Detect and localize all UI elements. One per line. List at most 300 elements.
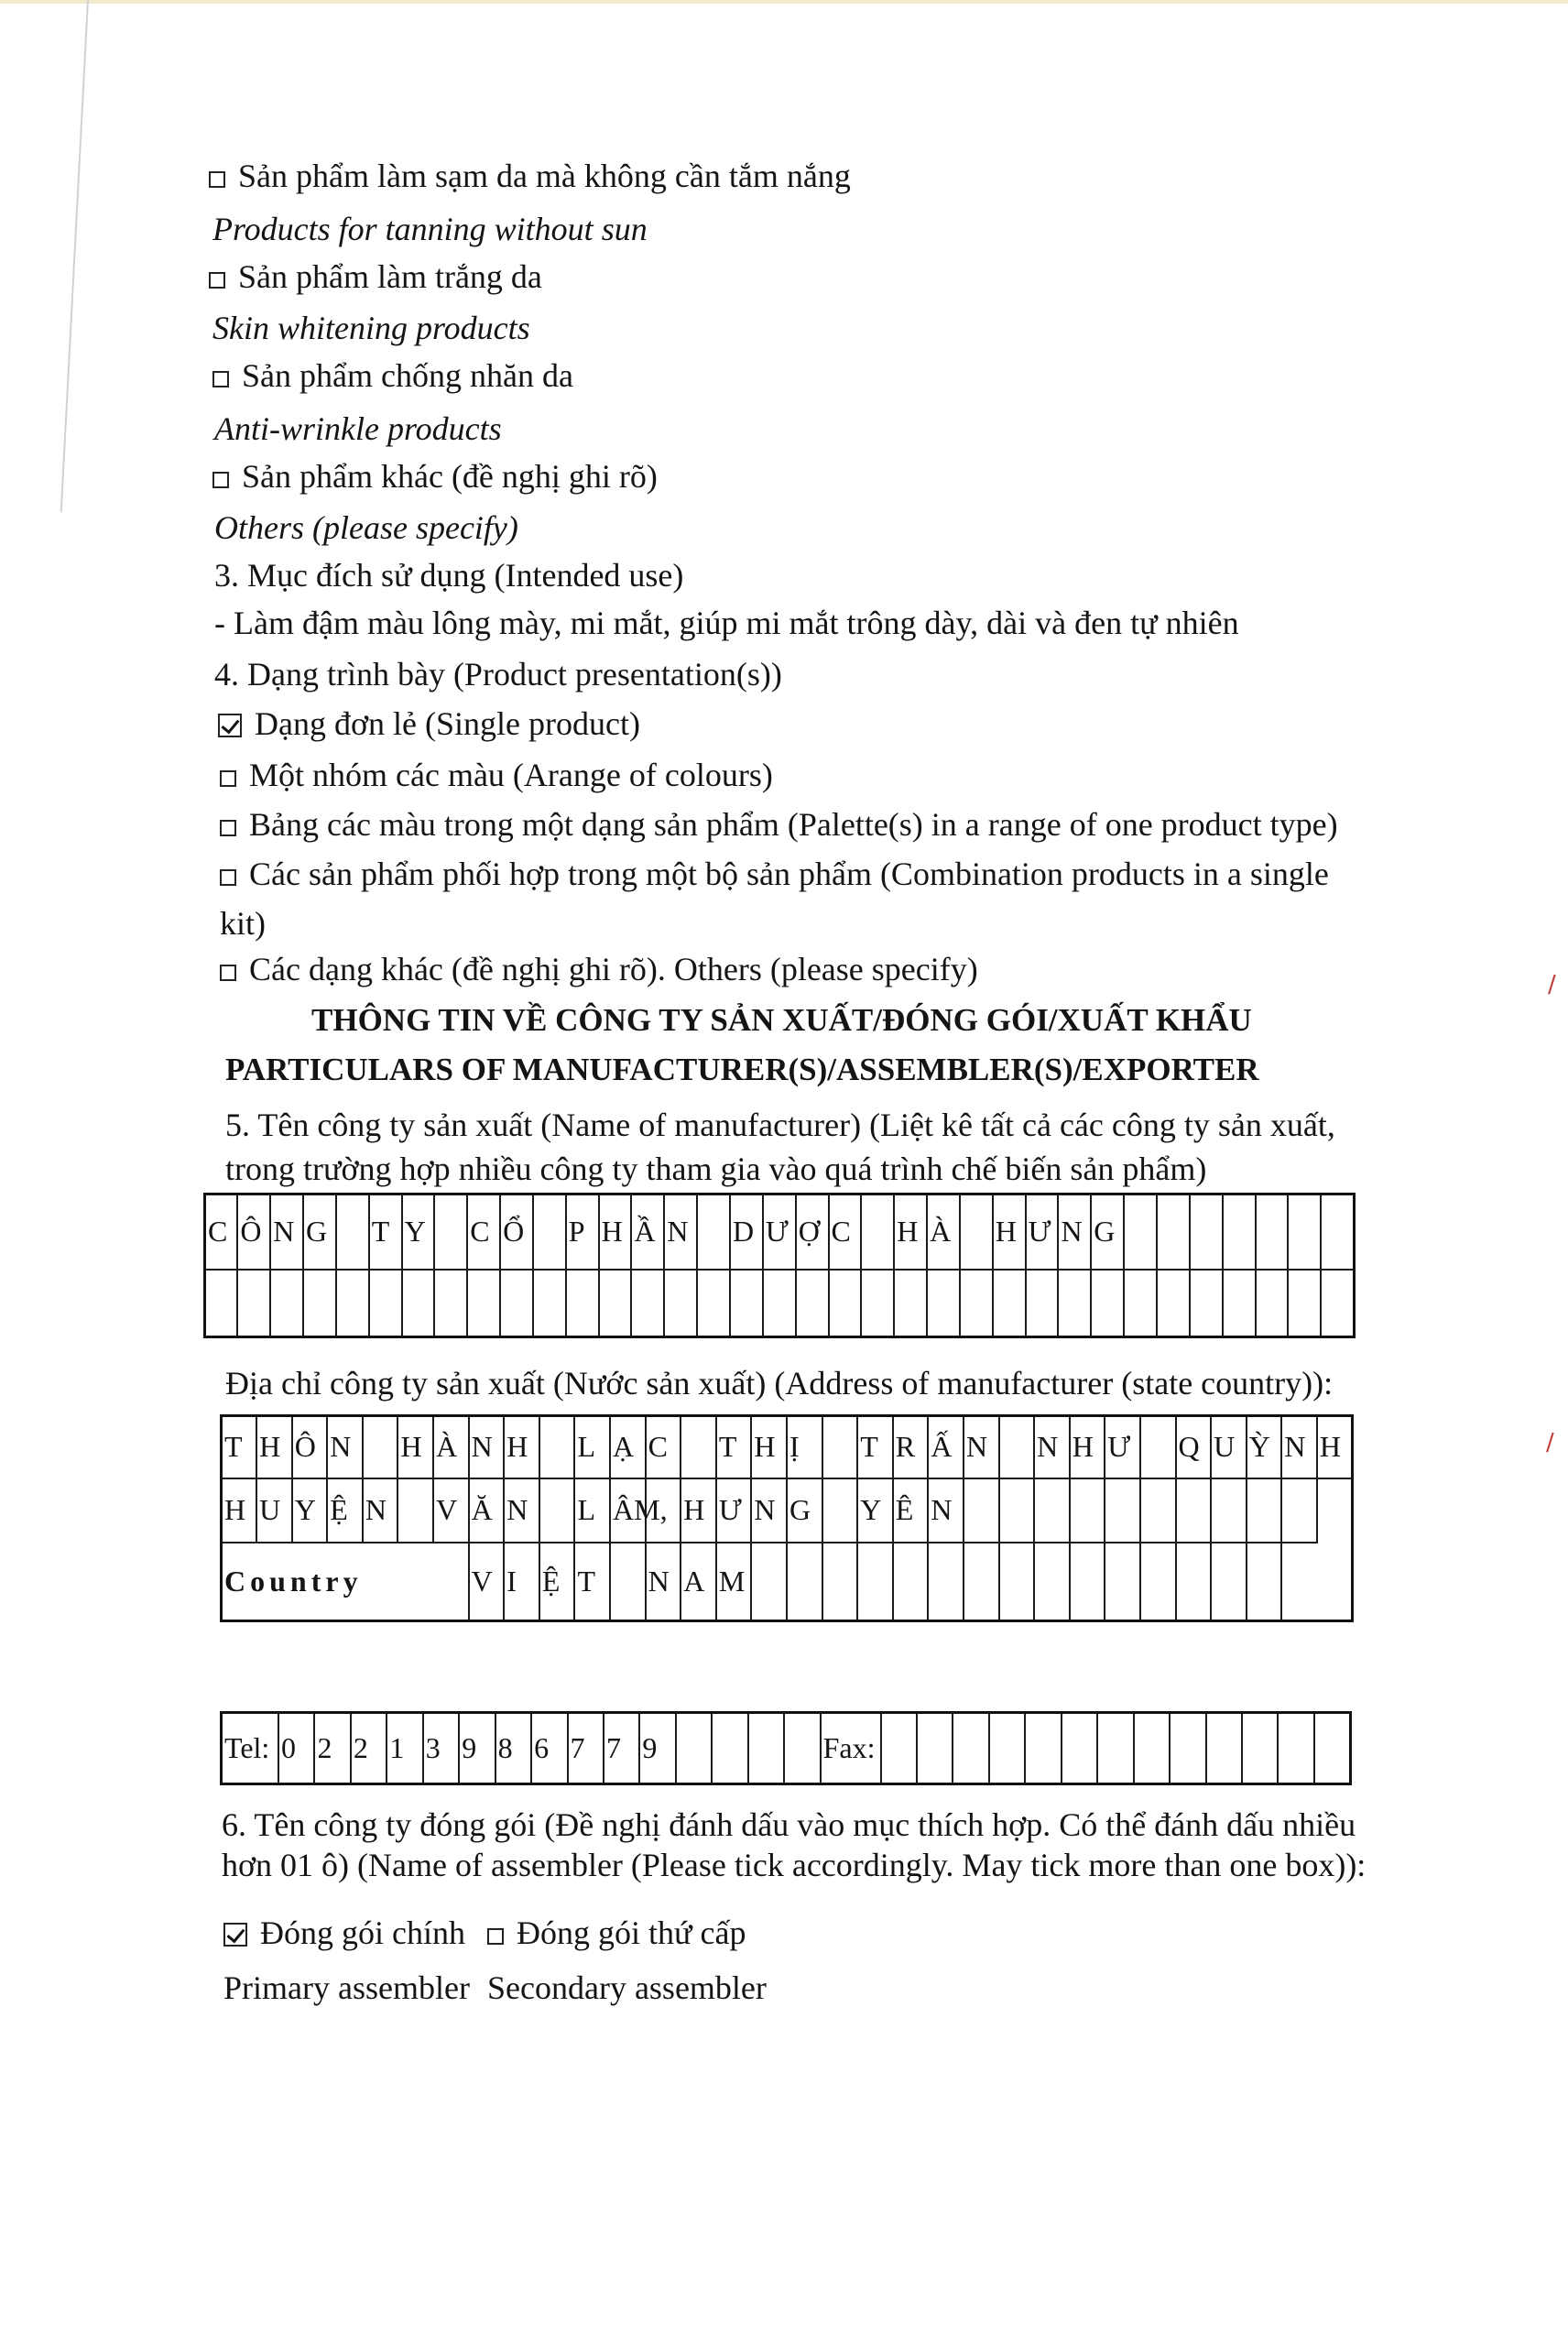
country-cell-char: [1247, 1565, 1249, 1598]
address-cell[interactable]: [928, 1416, 964, 1478]
name-cell[interactable]: [1288, 1194, 1321, 1270]
product-type-3-en: Anti-wrinkle products: [214, 410, 502, 447]
address-cell[interactable]: [1211, 1416, 1247, 1478]
name-cell-char: [1158, 1286, 1160, 1319]
country-cell[interactable]: [610, 1543, 646, 1621]
address-cell-char: H: [1319, 1430, 1342, 1464]
address-cell[interactable]: [469, 1416, 505, 1478]
address-cell[interactable]: [327, 1416, 363, 1478]
secondary-assembler-vi: Đóng gói thứ cấp: [517, 1914, 746, 1951]
name-cell[interactable]: [829, 1270, 862, 1337]
name-cell[interactable]: [829, 1194, 862, 1270]
fax-digit-cell-text: [1243, 1731, 1245, 1764]
name-cell[interactable]: [664, 1270, 697, 1337]
tel-digit-cell[interactable]: [604, 1713, 639, 1784]
name-cell[interactable]: [1321, 1270, 1354, 1337]
country-cell-char: M: [718, 1564, 746, 1598]
address-cell-char: Ấ: [931, 1430, 953, 1464]
address-cell-char: N: [754, 1493, 776, 1526]
name-cell[interactable]: [796, 1194, 829, 1270]
address-cell[interactable]: [893, 1416, 929, 1478]
name-cell-char: [1289, 1215, 1290, 1248]
assembler-options: [223, 1913, 465, 1953]
name-cell[interactable]: [500, 1194, 533, 1270]
country-cell[interactable]: [1176, 1543, 1212, 1621]
address-cell[interactable]: [433, 1478, 469, 1543]
name-cell[interactable]: [205, 1194, 238, 1270]
margin-mark-1: /: [1548, 971, 1556, 998]
tel-digit-cell-text: 8: [497, 1731, 513, 1764]
margin-mark-2: /: [1546, 1429, 1554, 1456]
country-cell-char: [1035, 1565, 1037, 1598]
address-cell-char: N: [931, 1493, 953, 1526]
tel-digit-cell[interactable]: [676, 1713, 712, 1784]
name-cell[interactable]: [599, 1270, 632, 1337]
fax-digit-cell[interactable]: [1314, 1713, 1351, 1784]
name-cell-char: [1191, 1286, 1192, 1319]
name-cell[interactable]: [336, 1194, 369, 1270]
product-type-2-en: Skin whitening products: [212, 310, 530, 346]
name-cell-char: [862, 1215, 864, 1248]
address-cell[interactable]: [363, 1478, 398, 1543]
intended-use-text: - Làm đậm màu lông mày, mi mắt, giúp mi mắt trông dày, dài và đen tự nhiên: [214, 605, 1239, 641]
address-cell[interactable]: [681, 1416, 716, 1478]
country-cell-char: [1212, 1565, 1214, 1598]
name-cell[interactable]: [1157, 1194, 1190, 1270]
name-cell[interactable]: [1190, 1194, 1223, 1270]
name-cell-char: G: [1094, 1215, 1116, 1249]
country-cell-char: I: [506, 1564, 517, 1598]
address-cell-char: Ạ: [613, 1430, 635, 1464]
address-row-2: [222, 1478, 1353, 1543]
name-cell[interactable]: [960, 1194, 993, 1270]
address-cell[interactable]: [1211, 1478, 1247, 1543]
address-cell[interactable]: [751, 1478, 787, 1543]
name-cell[interactable]: [993, 1270, 1026, 1337]
name-cell[interactable]: [467, 1270, 500, 1337]
address-cell[interactable]: [256, 1416, 292, 1478]
country-cell[interactable]: [1105, 1543, 1140, 1621]
name-cell[interactable]: [1190, 1270, 1223, 1337]
tel-digit-cell[interactable]: [568, 1713, 604, 1784]
name-cell[interactable]: [1091, 1270, 1124, 1337]
tel-digit-cell[interactable]: [314, 1713, 350, 1784]
fax-digit-cell[interactable]: [1062, 1713, 1097, 1784]
name-cell[interactable]: [1058, 1270, 1091, 1337]
country-cell-char: [1105, 1565, 1107, 1598]
address-cell[interactable]: [1070, 1478, 1105, 1543]
intended-use-title: 3. Mục đích sử dụng (Intended use): [214, 557, 684, 594]
name-cell[interactable]: [467, 1194, 500, 1270]
presentation-option-1: [218, 704, 640, 744]
name-cell[interactable]: [993, 1194, 1026, 1270]
address-cell-char: T: [224, 1430, 243, 1464]
country-cell[interactable]: [999, 1543, 1035, 1621]
country-cell[interactable]: [574, 1543, 610, 1621]
address-cell[interactable]: [822, 1416, 858, 1478]
address-cell[interactable]: [610, 1478, 668, 1543]
name-cell[interactable]: [1256, 1194, 1289, 1270]
address-cell[interactable]: [397, 1416, 433, 1478]
name-cell[interactable]: [205, 1270, 238, 1337]
address-cell-char: [540, 1430, 542, 1463]
tel-digit-cell-text: [713, 1731, 714, 1764]
address-cell-char: U: [1214, 1430, 1236, 1464]
address-cell[interactable]: [1034, 1478, 1070, 1543]
tel-digit-cell[interactable]: [459, 1713, 495, 1784]
name-cell[interactable]: [861, 1194, 894, 1270]
address-cell[interactable]: [1247, 1478, 1282, 1543]
address-cell[interactable]: [893, 1478, 929, 1543]
tel-digit-cell-text: 2: [317, 1731, 332, 1764]
tel-digit-cell[interactable]: [351, 1713, 387, 1784]
name-cell-char: [435, 1215, 437, 1248]
name-cell[interactable]: [434, 1270, 467, 1337]
name-cell-char: Ợ: [798, 1215, 820, 1249]
name-cell[interactable]: [533, 1194, 566, 1270]
name-cell[interactable]: [664, 1194, 697, 1270]
fax-digit-cell-text: [1315, 1731, 1317, 1764]
fax-digit-cell[interactable]: [1134, 1713, 1170, 1784]
address-country-row: [222, 1543, 1353, 1621]
tel-digit-cell[interactable]: [531, 1713, 567, 1784]
address-cell[interactable]: [1176, 1478, 1212, 1543]
country-cell-char: [1177, 1565, 1179, 1598]
address-cell[interactable]: [539, 1416, 575, 1478]
presentation-option-4: [220, 854, 1329, 894]
name-cell[interactable]: [1223, 1194, 1256, 1270]
tel-label-text: Tel:: [224, 1731, 270, 1764]
name-cell-char: [1257, 1286, 1258, 1319]
name-cell[interactable]: [566, 1194, 599, 1270]
name-cell-char: [567, 1286, 569, 1319]
address-cell[interactable]: [1176, 1416, 1212, 1478]
country-cell[interactable]: [1211, 1543, 1247, 1621]
address-cell[interactable]: [964, 1478, 999, 1543]
address-cell[interactable]: [1140, 1478, 1176, 1543]
tel-digit-cell[interactable]: [784, 1713, 820, 1784]
name-cell[interactable]: [336, 1270, 369, 1337]
name-cell[interactable]: [1124, 1194, 1157, 1270]
name-cell[interactable]: [237, 1194, 270, 1270]
name-cell-char: [994, 1286, 996, 1319]
name-cell[interactable]: [1288, 1270, 1321, 1337]
tel-digit-cell[interactable]: [495, 1713, 531, 1784]
name-cell-char: Ô: [240, 1215, 262, 1249]
checkbox-others[interactable]: [212, 472, 229, 488]
checkbox-other-forms[interactable]: [220, 965, 236, 981]
country-cell-char: N: [648, 1564, 670, 1598]
name-cell-char: [1027, 1286, 1029, 1319]
address-cell-char: [1071, 1493, 1073, 1526]
name-cell[interactable]: [631, 1270, 664, 1337]
fax-digit-cell[interactable]: [1097, 1713, 1133, 1784]
address-cell-char: N: [330, 1430, 352, 1464]
fax-digit-cell[interactable]: [1242, 1713, 1278, 1784]
address-cell[interactable]: [504, 1478, 539, 1543]
address-cell[interactable]: [469, 1478, 505, 1543]
name-cell[interactable]: [1256, 1270, 1289, 1337]
name-cell[interactable]: [861, 1270, 894, 1337]
address-cell-char: Ô: [294, 1430, 316, 1464]
fax-digit-cell[interactable]: [1278, 1713, 1313, 1784]
address-cell[interactable]: [999, 1478, 1035, 1543]
presentation-option-4-label: Các sản phẩm phối hợp trong một bộ sản phẩm (Combination products in a single: [249, 856, 1329, 892]
checkbox-anti-wrinkle[interactable]: [212, 371, 229, 387]
tel-digit-cell[interactable]: [278, 1713, 314, 1784]
page-edge-shadow: [60, 0, 89, 512]
address-cell[interactable]: [574, 1478, 610, 1543]
name-cell[interactable]: [237, 1270, 270, 1337]
assembler-title-line1: 6. Tên công ty đóng gói (Đề nghị đánh dấu vào mục thích hợp. Có thể đánh dấu nhiều: [222, 1806, 1356, 1843]
name-cell[interactable]: [533, 1270, 566, 1337]
name-cell[interactable]: [1058, 1194, 1091, 1270]
country-cell[interactable]: [1070, 1543, 1105, 1621]
checkbox-single-product[interactable]: [218, 714, 242, 737]
address-cell[interactable]: [222, 1416, 257, 1478]
name-cell[interactable]: [697, 1270, 730, 1337]
address-label: Địa chỉ công ty sản xuất (Nước sản xuất) (Address of manufacturer (state country)):: [225, 1365, 1334, 1402]
country-cell-char: [929, 1565, 931, 1598]
country-cell-char: [1141, 1565, 1143, 1598]
fax-digit-cell[interactable]: [989, 1713, 1025, 1784]
address-cell[interactable]: [256, 1478, 292, 1543]
address-cell-char: Ư: [1107, 1430, 1131, 1464]
name-cell[interactable]: [927, 1194, 960, 1270]
name-cell-char: G: [306, 1215, 328, 1249]
tel-digit-cell[interactable]: [748, 1713, 784, 1784]
tel-digit-cell[interactable]: [712, 1713, 747, 1784]
address-cell[interactable]: [1105, 1478, 1140, 1543]
name-cell-char: [764, 1286, 766, 1319]
fax-digit-cell[interactable]: [917, 1713, 953, 1784]
country-cell[interactable]: [964, 1543, 999, 1621]
name-cell[interactable]: [894, 1194, 927, 1270]
name-cell-char: [271, 1286, 273, 1319]
tel-digit-cell[interactable]: [639, 1713, 675, 1784]
address-cell[interactable]: [363, 1416, 398, 1478]
address-cell[interactable]: [504, 1416, 539, 1478]
name-cell[interactable]: [1223, 1270, 1256, 1337]
tel-digit-cell-text: 9: [462, 1731, 477, 1764]
name-cell-char: H: [601, 1215, 623, 1249]
name-cell[interactable]: [730, 1194, 763, 1270]
address-cell[interactable]: [1281, 1478, 1317, 1543]
product-type-2-vi: Sản phẩm làm trắng da: [238, 258, 542, 295]
name-cell[interactable]: [1026, 1270, 1059, 1337]
country-cell[interactable]: [787, 1543, 822, 1621]
name-cell[interactable]: [599, 1194, 632, 1270]
address-cell[interactable]: [574, 1416, 610, 1478]
fax-digit-cell[interactable]: [953, 1713, 988, 1784]
address-cell-char: Ă: [471, 1493, 493, 1526]
name-cell[interactable]: [763, 1270, 796, 1337]
name-cell[interactable]: [500, 1270, 533, 1337]
country-cell[interactable]: [716, 1543, 752, 1621]
address-cell[interactable]: [327, 1478, 363, 1543]
name-cell[interactable]: [796, 1270, 829, 1337]
country-cell-char: [752, 1565, 754, 1598]
name-cell[interactable]: [369, 1194, 402, 1270]
country-cell[interactable]: [1034, 1543, 1070, 1621]
address-cell[interactable]: [646, 1416, 681, 1478]
name-cell-char: [895, 1286, 897, 1319]
tel-digit-cell[interactable]: [387, 1713, 422, 1784]
country-cell[interactable]: [857, 1543, 893, 1621]
address-cell[interactable]: [716, 1478, 752, 1543]
country-cell[interactable]: [928, 1543, 964, 1621]
name-cell[interactable]: [1124, 1270, 1157, 1337]
country-cell[interactable]: [539, 1543, 575, 1621]
country-cell[interactable]: [504, 1543, 539, 1621]
address-cell-char: [540, 1493, 542, 1526]
country-cell[interactable]: [646, 1543, 681, 1621]
name-cell-char: [370, 1286, 372, 1319]
fax-digit-cell-text: [1279, 1731, 1280, 1764]
name-cell[interactable]: [369, 1270, 402, 1337]
country-cell[interactable]: [1247, 1543, 1282, 1621]
country-cell-char: [894, 1565, 896, 1598]
product-type-4-vi: Sản phẩm khác (đề nghị ghi rõ): [242, 458, 658, 495]
address-cell[interactable]: [787, 1416, 822, 1478]
name-cell-char: À: [930, 1215, 952, 1249]
product-type-4-en: Others (please specify): [214, 509, 518, 546]
manufacturer-name-grid[interactable]: [203, 1193, 1356, 1338]
tel-label: [222, 1713, 279, 1784]
address-cell[interactable]: [222, 1478, 257, 1543]
name-cell[interactable]: [1321, 1194, 1354, 1270]
page-top-tint: [0, 0, 1568, 4]
name-cell-char: Ư: [765, 1215, 789, 1249]
address-cell-char: N: [1284, 1430, 1306, 1464]
checkbox-combination-kit[interactable]: [220, 869, 236, 886]
fax-digit-cell[interactable]: [1170, 1713, 1205, 1784]
address-cell[interactable]: [857, 1478, 893, 1543]
checkbox-primary-assembler[interactable]: [223, 1923, 247, 1947]
address-cell[interactable]: [1034, 1416, 1070, 1478]
name-cell[interactable]: [402, 1194, 435, 1270]
address-cell[interactable]: [397, 1478, 433, 1543]
country-cell[interactable]: [469, 1543, 505, 1621]
address-cell[interactable]: [964, 1416, 999, 1478]
presentation-option-1-label: Dạng đơn lẻ (Single product): [255, 705, 640, 742]
checkbox-secondary-assembler[interactable]: [487, 1928, 504, 1945]
checkbox-palette[interactable]: [220, 820, 236, 836]
address-cell[interactable]: [1247, 1416, 1282, 1478]
address-cell[interactable]: [539, 1478, 575, 1543]
name-cell[interactable]: [927, 1270, 960, 1337]
tel-fax-grid[interactable]: [220, 1711, 1352, 1785]
checkbox-whitening[interactable]: [209, 272, 225, 289]
name-cell-char: H: [995, 1215, 1017, 1249]
address-cell[interactable]: [292, 1416, 328, 1478]
address-cell[interactable]: [999, 1416, 1035, 1478]
country-cell-char: [964, 1565, 966, 1598]
country-label-cell-text: Country: [224, 1564, 363, 1598]
address-cell-char: Ỳ: [1248, 1430, 1270, 1464]
name-cell[interactable]: [303, 1194, 336, 1270]
address-cell[interactable]: [751, 1416, 787, 1478]
name-cell-char: [665, 1286, 667, 1319]
checkbox-range-of-colours[interactable]: [220, 770, 236, 787]
address-cell[interactable]: [610, 1416, 646, 1478]
name-cell[interactable]: [960, 1270, 993, 1337]
name-cell[interactable]: [1157, 1270, 1190, 1337]
tel-digit-cell-text: 6: [534, 1731, 550, 1764]
address-cell[interactable]: [1105, 1416, 1140, 1478]
country-cell[interactable]: [751, 1543, 787, 1621]
address-cell[interactable]: [928, 1478, 964, 1543]
name-cell[interactable]: [270, 1194, 303, 1270]
address-cell[interactable]: [857, 1416, 893, 1478]
checkbox-tanning[interactable]: [209, 171, 225, 188]
address-cell[interactable]: [716, 1416, 752, 1478]
address-cell[interactable]: [433, 1416, 469, 1478]
name-cell[interactable]: [566, 1270, 599, 1337]
address-cell-char: [1141, 1430, 1143, 1463]
product-type-3-vi: Sản phẩm chống nhăn da: [242, 357, 573, 394]
address-cell-char: N: [471, 1430, 493, 1464]
name-cell[interactable]: [303, 1270, 336, 1337]
address-cell[interactable]: [1317, 1416, 1353, 1478]
address-cell[interactable]: [1281, 1416, 1317, 1478]
name-cell[interactable]: [1091, 1194, 1124, 1270]
fax-digit-cell-text: [1026, 1731, 1028, 1764]
manufacturer-address-grid[interactable]: [220, 1414, 1354, 1622]
address-cell[interactable]: [787, 1478, 822, 1543]
address-cell[interactable]: [1070, 1416, 1105, 1478]
name-cell[interactable]: [270, 1270, 303, 1337]
name-cell[interactable]: [1026, 1194, 1059, 1270]
address-cell-char: H: [683, 1493, 705, 1526]
address-cell[interactable]: [1140, 1416, 1176, 1478]
name-cell[interactable]: [402, 1270, 435, 1337]
fax-digit-cell[interactable]: [881, 1713, 917, 1784]
name-cell[interactable]: [730, 1270, 763, 1337]
name-cell[interactable]: [697, 1194, 730, 1270]
address-cell[interactable]: [822, 1478, 858, 1543]
address-cell-char: [964, 1493, 966, 1526]
name-cell-char: [1059, 1286, 1061, 1319]
name-cell[interactable]: [894, 1270, 927, 1337]
country-cell[interactable]: [1140, 1543, 1176, 1621]
tel-digit-cell-text: [677, 1731, 679, 1764]
address-cell-char: U: [259, 1493, 281, 1526]
address-cell-char: [681, 1430, 683, 1463]
manufacturer-title-line2: trong trường hợp nhiều công ty tham gia vào quá trình chế biến sản phẩm): [225, 1151, 1207, 1187]
name-cell-char: [403, 1286, 405, 1319]
name-cell-char: P: [568, 1215, 585, 1249]
country-cell[interactable]: [822, 1543, 858, 1621]
tel-digit-cell[interactable]: [423, 1713, 459, 1784]
section-heading-en: PARTICULARS OF MANUFACTURER(S)/ASSEMBLER(S)/EXPORTER: [225, 1052, 1259, 1087]
country-cell[interactable]: [893, 1543, 929, 1621]
country-cell[interactable]: [681, 1543, 716, 1621]
name-cell[interactable]: [631, 1194, 664, 1270]
fax-digit-cell[interactable]: [1025, 1713, 1061, 1784]
fax-digit-cell[interactable]: [1206, 1713, 1242, 1784]
name-cell-char: [337, 1286, 339, 1319]
fax-digit-cell-text: [1135, 1731, 1137, 1764]
tel-digit-cell-text: 7: [605, 1731, 621, 1764]
address-cell-char: [1000, 1493, 1002, 1526]
name-cell-char: [1322, 1215, 1323, 1248]
address-cell[interactable]: [681, 1478, 716, 1543]
name-cell[interactable]: [763, 1194, 796, 1270]
address-cell[interactable]: [292, 1478, 328, 1543]
address-cell-char: N: [965, 1430, 988, 1464]
name-cell[interactable]: [434, 1194, 467, 1270]
